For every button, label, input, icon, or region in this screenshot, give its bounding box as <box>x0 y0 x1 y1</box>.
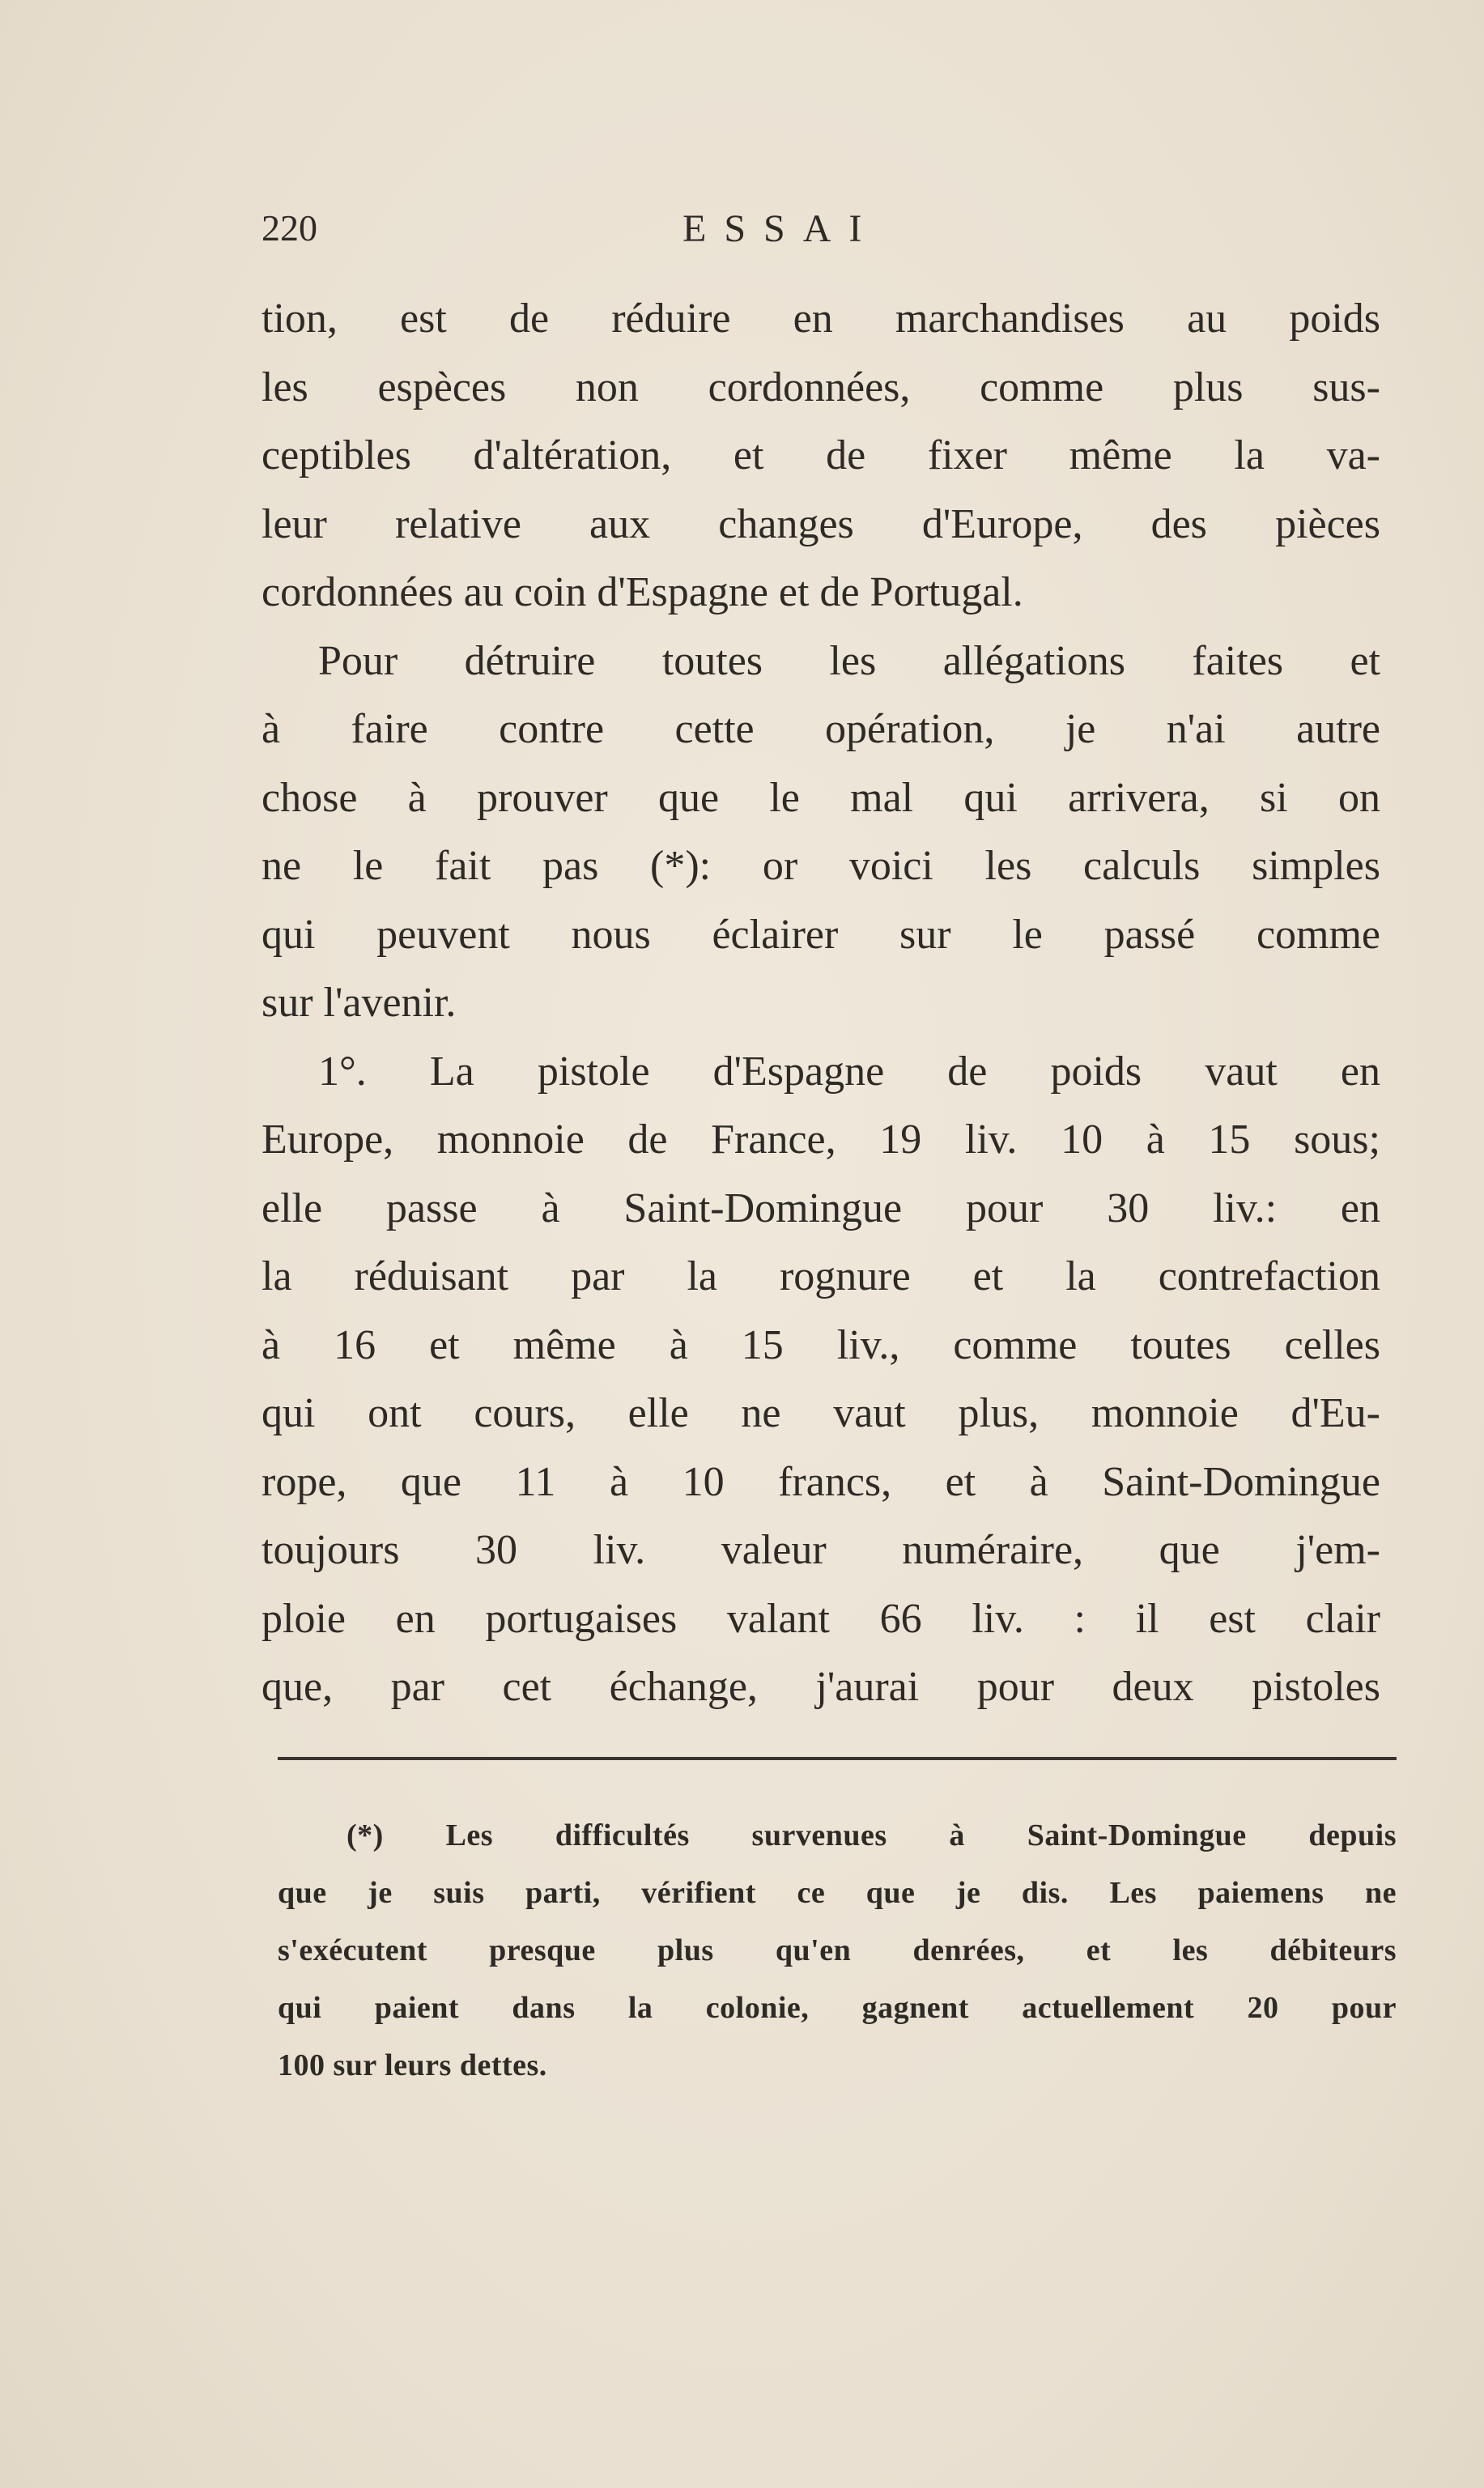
text-line: qui ont cours, elle ne vaut plus, monnoie d'Eu- <box>262 1390 1380 1436</box>
text-line: que, par cet échange, j'aurai pour deux pistoles <box>262 1664 1380 1710</box>
text-line: les espèces non cordonnées, comme plus sus- <box>262 364 1380 410</box>
footnote-divider <box>278 1757 1397 1760</box>
text-line: sur l'avenir. <box>262 980 457 1026</box>
text-line: ne le fait pas (*): or voici les calculs simples <box>262 843 1380 889</box>
text-line: à faire contre cette opération, je n'ai autre <box>262 706 1380 752</box>
running-title: ESSAI <box>682 207 880 250</box>
text-line: la réduisant par la rognure et la contrefaction <box>262 1253 1380 1299</box>
footnote-line: que je suis parti, vérifient ce que je dis. Les paiemens ne <box>278 1876 1397 1910</box>
footnote-line: qui paient dans la colonie, gagnent actuellement 20 pour <box>278 1991 1397 2025</box>
text-line: Pour détruire toutes les allégations faites et <box>318 637 1380 684</box>
text-line: cordonnées au coin d'Espagne et de Portugal. <box>262 569 1023 615</box>
main-text <box>262 285 1380 1722</box>
text-line: à 16 et même à 15 liv., comme toutes celles <box>262 1321 1380 1368</box>
text-line: chose à prouver que le mal qui arrivera, si on <box>262 774 1380 821</box>
text-line: tion, est de réduire en marchandises au poids <box>262 296 1380 342</box>
text-line: elle passe à Saint-Domingue pour 30 liv.: en <box>262 1184 1380 1231</box>
text-line: rope, que 11 à 10 francs, et à Saint-Domingue <box>262 1458 1380 1505</box>
footnote <box>278 1807 1397 2095</box>
text-line: ceptibles d'altération, et de fixer même la va- <box>262 432 1380 478</box>
page-number: 220 <box>262 207 317 249</box>
footnote-line: (*) Les difficultés survenues à Saint-Domingue depuis <box>347 1818 1397 1852</box>
footnote-line: s'exécutent presque plus qu'en denrées, et les débiteurs <box>278 1933 1397 1967</box>
text-line: qui peuvent nous éclairer sur le passé comme <box>262 911 1380 958</box>
footnote-line: 100 sur leurs dettes. <box>278 2048 547 2082</box>
running-header <box>262 206 1380 255</box>
text-line: ploie en portugaises valant 66 liv. : il est clair <box>262 1595 1380 1642</box>
text-line: toujours 30 liv. valeur numéraire, que j'em- <box>262 1527 1380 1573</box>
text-line: Europe, monnoie de France, 19 liv. 10 à 15 sous; <box>262 1116 1380 1163</box>
text-line: 1°. La pistole d'Espagne de poids vaut en <box>318 1048 1380 1095</box>
text-line: leur relative aux changes d'Europe, des pièces <box>262 500 1380 547</box>
